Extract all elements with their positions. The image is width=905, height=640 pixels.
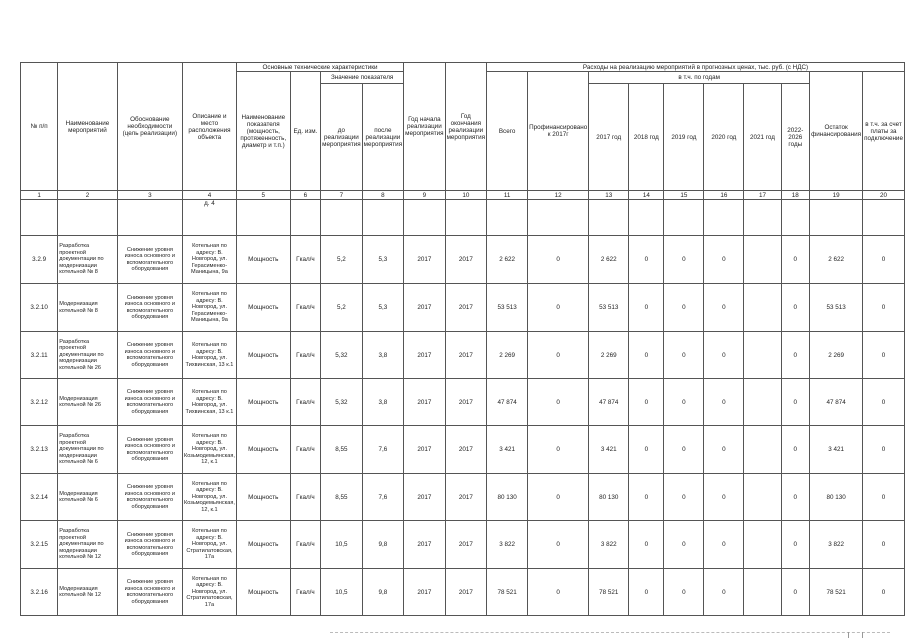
cell-y2020: 0 [704, 474, 744, 521]
cell-end: 2017 [445, 521, 486, 569]
cell-y2017: 47 874 [589, 379, 629, 426]
header-indicator: Наименование показателя (мощность, протяженность, диаметр и т.п.) [236, 72, 290, 191]
cell-name: Разработка проектной документации по модернизации котельной № 26 [58, 332, 117, 379]
continuation-cell [117, 200, 182, 236]
cell-after: 7,6 [362, 474, 403, 521]
table-row [21, 426, 905, 474]
cell-before: 5,32 [321, 379, 362, 426]
cell-y2022: 0 [781, 521, 810, 569]
cell-reason: Снижение уровня износа основного и вспомогательного оборудования [117, 332, 182, 379]
cell-start: 2017 [404, 569, 445, 616]
cell-total: 78 521 [487, 569, 528, 616]
cell-y2017: 80 130 [589, 474, 629, 521]
column-number: 14 [629, 191, 664, 200]
header-total: Всего [487, 72, 528, 191]
cell-after: 3,8 [362, 379, 403, 426]
header-end: Год окончания реализации мероприятия [445, 63, 486, 191]
header-name: Наименование мероприятий [58, 63, 117, 191]
cell-y2020: 0 [704, 379, 744, 426]
page-bottom-edge [330, 632, 890, 634]
column-number: 2 [58, 191, 117, 200]
cell-y2019: 0 [664, 569, 704, 616]
cell-y2022: 0 [781, 332, 810, 379]
table-row [21, 284, 905, 332]
cell-indicator: Мощность [236, 426, 290, 474]
column-number: 13 [589, 191, 629, 200]
table-row [21, 379, 905, 426]
cell-y2019: 0 [664, 426, 704, 474]
cell-last: 0 [863, 569, 905, 616]
header-financed: Профинансировано к 2017г [528, 72, 589, 191]
cell-end: 2017 [445, 236, 486, 284]
cell-indicator: Мощность [236, 379, 290, 426]
cell-location: Котельная по адресу: В. Новгород, ул. Стратилатовская, 17а [182, 569, 236, 616]
column-number: 7 [321, 191, 362, 200]
cell-y2017: 78 521 [589, 569, 629, 616]
cell-y2020: 0 [704, 284, 744, 332]
continuation-cell [290, 200, 320, 236]
cell-start: 2017 [404, 236, 445, 284]
continuation-cell [487, 200, 528, 236]
margin-mark [848, 632, 849, 638]
continuation-cell [21, 200, 58, 236]
cell-indicator: Мощность [236, 474, 290, 521]
cell-name: Модернизация котельной № 26 [58, 379, 117, 426]
cell-y2018: 0 [629, 236, 664, 284]
cell-y2019: 0 [664, 332, 704, 379]
cell-y2018: 0 [629, 474, 664, 521]
cell-y2020: 0 [704, 236, 744, 284]
cell-y2021 [744, 236, 781, 284]
cell-start: 2017 [404, 521, 445, 569]
column-number: 11 [487, 191, 528, 200]
cell-rest: 3 421 [810, 426, 863, 474]
cell-y2018: 0 [629, 284, 664, 332]
cell-y2022: 0 [781, 426, 810, 474]
column-number: 15 [664, 191, 704, 200]
column-number: 6 [290, 191, 320, 200]
header-no: № п/п [21, 63, 58, 191]
cell-financed: 0 [528, 379, 589, 426]
cell-total: 2 269 [487, 332, 528, 379]
cell-total: 3 421 [487, 426, 528, 474]
column-number: 20 [863, 191, 905, 200]
cell-total: 2 622 [487, 236, 528, 284]
cell-end: 2017 [445, 284, 486, 332]
cell-before: 5,2 [321, 284, 362, 332]
cell-after: 9,8 [362, 521, 403, 569]
cell-indicator: Мощность [236, 569, 290, 616]
continuation-cell [362, 200, 403, 236]
cell-name: Модернизация котельной № 8 [58, 284, 117, 332]
column-number: 8 [362, 191, 403, 200]
column-number: 4 [182, 191, 236, 200]
table-row [21, 474, 905, 521]
header-2018: 2018 год [629, 84, 664, 191]
table-row [21, 521, 905, 569]
cell-total: 53 513 [487, 284, 528, 332]
continuation-cell [445, 200, 486, 236]
cell-rest: 47 874 [810, 379, 863, 426]
cell-y2017: 53 513 [589, 284, 629, 332]
continuation-cell [58, 200, 117, 236]
continuation-cell [589, 200, 629, 236]
column-number: 1 [21, 191, 58, 200]
header-after: после реализации мероприятия [362, 84, 403, 191]
cell-before: 8,55 [321, 474, 362, 521]
cell-total: 80 130 [487, 474, 528, 521]
cell-start: 2017 [404, 284, 445, 332]
cell-after: 9,8 [362, 569, 403, 616]
header-location: Описание и место расположения объекта [182, 63, 236, 191]
cell-financed: 0 [528, 236, 589, 284]
cell-financed: 0 [528, 426, 589, 474]
column-number: 18 [781, 191, 810, 200]
continuation-cell: д. 4 [182, 200, 236, 236]
header-group-expenses: Расходы на реализацию мероприятий в прогнозных ценах, тыс. руб. (с НДС) [487, 63, 905, 72]
header-start: Год начала реализации мероприятия [404, 63, 445, 191]
header-2020: 2020 год [704, 84, 744, 191]
cell-no: 3.2.11 [21, 332, 58, 379]
cell-end: 2017 [445, 569, 486, 616]
column-number: 3 [117, 191, 182, 200]
column-number: 5 [236, 191, 290, 200]
cell-indicator: Мощность [236, 236, 290, 284]
cell-last: 0 [863, 236, 905, 284]
header-rest: Остаток финансирования [810, 72, 863, 191]
cell-rest: 53 513 [810, 284, 863, 332]
cell-reason: Снижение уровня износа основного и вспомогательного оборудования [117, 569, 182, 616]
cell-location: Котельная по адресу: В. Новгород, ул. Герасименко-Маницына, 9а [182, 284, 236, 332]
cell-last: 0 [863, 332, 905, 379]
cell-no: 3.2.15 [21, 521, 58, 569]
cell-before: 10,5 [321, 521, 362, 569]
header-reason: Обоснование необходимости (цель реализации) [117, 63, 182, 191]
cell-unit: Гкал/ч [290, 474, 320, 521]
cell-unit: Гкал/ч [290, 426, 320, 474]
margin-mark [862, 632, 863, 638]
cell-last: 0 [863, 426, 905, 474]
table-body [21, 63, 905, 616]
header-group-tech: Основные технические характеристики [236, 63, 403, 72]
cell-start: 2017 [404, 379, 445, 426]
continuation-cell [404, 200, 445, 236]
cell-location: Котельная по адресу: В. Новгород, ул. Тихвинская, 13 к.1 [182, 332, 236, 379]
table-row [21, 569, 905, 616]
cell-financed: 0 [528, 284, 589, 332]
cell-reason: Снижение уровня износа основного и вспомогательного оборудования [117, 379, 182, 426]
cell-financed: 0 [528, 332, 589, 379]
cell-no: 3.2.13 [21, 426, 58, 474]
cell-after: 7,6 [362, 426, 403, 474]
header-2022: 2022-2026 годы [781, 84, 810, 191]
header-group-years: в т.ч. по годам [589, 72, 810, 84]
cell-no: 3.2.14 [21, 474, 58, 521]
cell-end: 2017 [445, 474, 486, 521]
cell-financed: 0 [528, 474, 589, 521]
header-2019: 2019 год [664, 84, 704, 191]
continuation-cell [863, 200, 905, 236]
cell-unit: Гкал/ч [290, 379, 320, 426]
cell-indicator: Мощность [236, 332, 290, 379]
cell-before: 8,55 [321, 426, 362, 474]
cell-y2017: 3 421 [589, 426, 629, 474]
cell-y2018: 0 [629, 569, 664, 616]
cell-after: 3,8 [362, 332, 403, 379]
cell-y2021 [744, 379, 781, 426]
cell-y2022: 0 [781, 236, 810, 284]
cell-name: Модернизация котельной № 6 [58, 474, 117, 521]
cell-rest: 80 130 [810, 474, 863, 521]
cell-no: 3.2.12 [21, 379, 58, 426]
investment-program-table [20, 62, 905, 616]
cell-unit: Гкал/ч [290, 284, 320, 332]
cell-y2022: 0 [781, 569, 810, 616]
cell-rest: 2 622 [810, 236, 863, 284]
column-number: 17 [744, 191, 781, 200]
cell-reason: Снижение уровня износа основного и вспомогательного оборудования [117, 426, 182, 474]
cell-end: 2017 [445, 426, 486, 474]
cell-y2021 [744, 569, 781, 616]
cell-start: 2017 [404, 332, 445, 379]
continuation-cell [236, 200, 290, 236]
continuation-row [21, 200, 905, 236]
cell-name: Модернизация котельной № 12 [58, 569, 117, 616]
cell-no: 3.2.16 [21, 569, 58, 616]
cell-indicator: Мощность [236, 284, 290, 332]
cell-unit: Гкал/ч [290, 236, 320, 284]
cell-y2018: 0 [629, 379, 664, 426]
cell-start: 2017 [404, 426, 445, 474]
cell-unit: Гкал/ч [290, 332, 320, 379]
cell-unit: Гкал/ч [290, 569, 320, 616]
cell-y2021 [744, 521, 781, 569]
column-number: 9 [404, 191, 445, 200]
cell-rest: 78 521 [810, 569, 863, 616]
cell-y2021 [744, 474, 781, 521]
cell-y2017: 2 269 [589, 332, 629, 379]
cell-financed: 0 [528, 569, 589, 616]
cell-end: 2017 [445, 332, 486, 379]
cell-location: Котельная по адресу: В. Новгород, ул. Стратилатовская, 17а [182, 521, 236, 569]
cell-y2022: 0 [781, 474, 810, 521]
header-2021: 2021 год [744, 84, 781, 191]
cell-after: 5,3 [362, 236, 403, 284]
cell-total: 3 822 [487, 521, 528, 569]
cell-no: 3.2.9 [21, 236, 58, 284]
cell-start: 2017 [404, 474, 445, 521]
continuation-cell [528, 200, 589, 236]
header-before: до реализации мероприятия [321, 84, 362, 191]
column-number-row [21, 191, 905, 200]
cell-y2017: 3 822 [589, 521, 629, 569]
cell-y2019: 0 [664, 521, 704, 569]
cell-y2021 [744, 426, 781, 474]
cell-y2019: 0 [664, 379, 704, 426]
cell-location: Котельная по адресу: В. Новгород, ул. Герасименко-Маницына, 9а [182, 236, 236, 284]
cell-y2019: 0 [664, 474, 704, 521]
continuation-cell [629, 200, 664, 236]
cell-y2022: 0 [781, 284, 810, 332]
cell-reason: Снижение уровня износа основного и вспомогательного оборудования [117, 284, 182, 332]
header-group-value: Значение показателя [321, 72, 404, 84]
cell-before: 5,2 [321, 236, 362, 284]
cell-name: Разработка проектной документации по модернизации котельной № 6 [58, 426, 117, 474]
cell-y2019: 0 [664, 284, 704, 332]
cell-reason: Снижение уровня износа основного и вспомогательного оборудования [117, 474, 182, 521]
cell-y2019: 0 [664, 236, 704, 284]
cell-indicator: Мощность [236, 521, 290, 569]
table-row [21, 236, 905, 284]
cell-last: 0 [863, 284, 905, 332]
cell-last: 0 [863, 521, 905, 569]
cell-last: 0 [863, 379, 905, 426]
continuation-cell [321, 200, 362, 236]
cell-y2020: 0 [704, 569, 744, 616]
continuation-cell [781, 200, 810, 236]
cell-end: 2017 [445, 379, 486, 426]
cell-location: Котельная по адресу: В. Новгород, ул. Козьмодемьянская, 12, к.1 [182, 474, 236, 521]
table-row [21, 332, 905, 379]
cell-y2022: 0 [781, 379, 810, 426]
cell-y2020: 0 [704, 521, 744, 569]
cell-location: Котельная по адресу: В. Новгород, ул. Тихвинская, 13 к.1 [182, 379, 236, 426]
cell-no: 3.2.10 [21, 284, 58, 332]
column-number: 10 [445, 191, 486, 200]
cell-y2018: 0 [629, 521, 664, 569]
continuation-cell [810, 200, 863, 236]
continuation-cell [664, 200, 704, 236]
cell-y2021 [744, 284, 781, 332]
cell-name: Разработка проектной документации по модернизации котельной № 8 [58, 236, 117, 284]
cell-rest: 2 269 [810, 332, 863, 379]
cell-y2020: 0 [704, 332, 744, 379]
cell-y2021 [744, 332, 781, 379]
cell-after: 5,3 [362, 284, 403, 332]
continuation-cell [744, 200, 781, 236]
cell-before: 10,5 [321, 569, 362, 616]
cell-y2018: 0 [629, 426, 664, 474]
cell-name: Разработка проектной документации по модернизации котельной № 12 [58, 521, 117, 569]
cell-y2020: 0 [704, 426, 744, 474]
header-last: в т.ч. за счет платы за подключение [863, 72, 905, 191]
header-unit: Ед. изм. [290, 72, 320, 191]
continuation-cell [704, 200, 744, 236]
column-number: 12 [528, 191, 589, 200]
column-number: 16 [704, 191, 744, 200]
cell-location: Котельная по адресу: В. Новгород, ул. Козьмодемьянская, 12, к.1 [182, 426, 236, 474]
cell-total: 47 874 [487, 379, 528, 426]
cell-reason: Снижение уровня износа основного и вспомогательного оборудования [117, 236, 182, 284]
cell-unit: Гкал/ч [290, 521, 320, 569]
cell-reason: Снижение уровня износа основного и вспомогательного оборудования [117, 521, 182, 569]
cell-last: 0 [863, 474, 905, 521]
cell-y2017: 2 622 [589, 236, 629, 284]
cell-before: 5,32 [321, 332, 362, 379]
cell-y2018: 0 [629, 332, 664, 379]
column-number: 19 [810, 191, 863, 200]
cell-financed: 0 [528, 521, 589, 569]
cell-rest: 3 822 [810, 521, 863, 569]
header-2017: 2017 год [589, 84, 629, 191]
